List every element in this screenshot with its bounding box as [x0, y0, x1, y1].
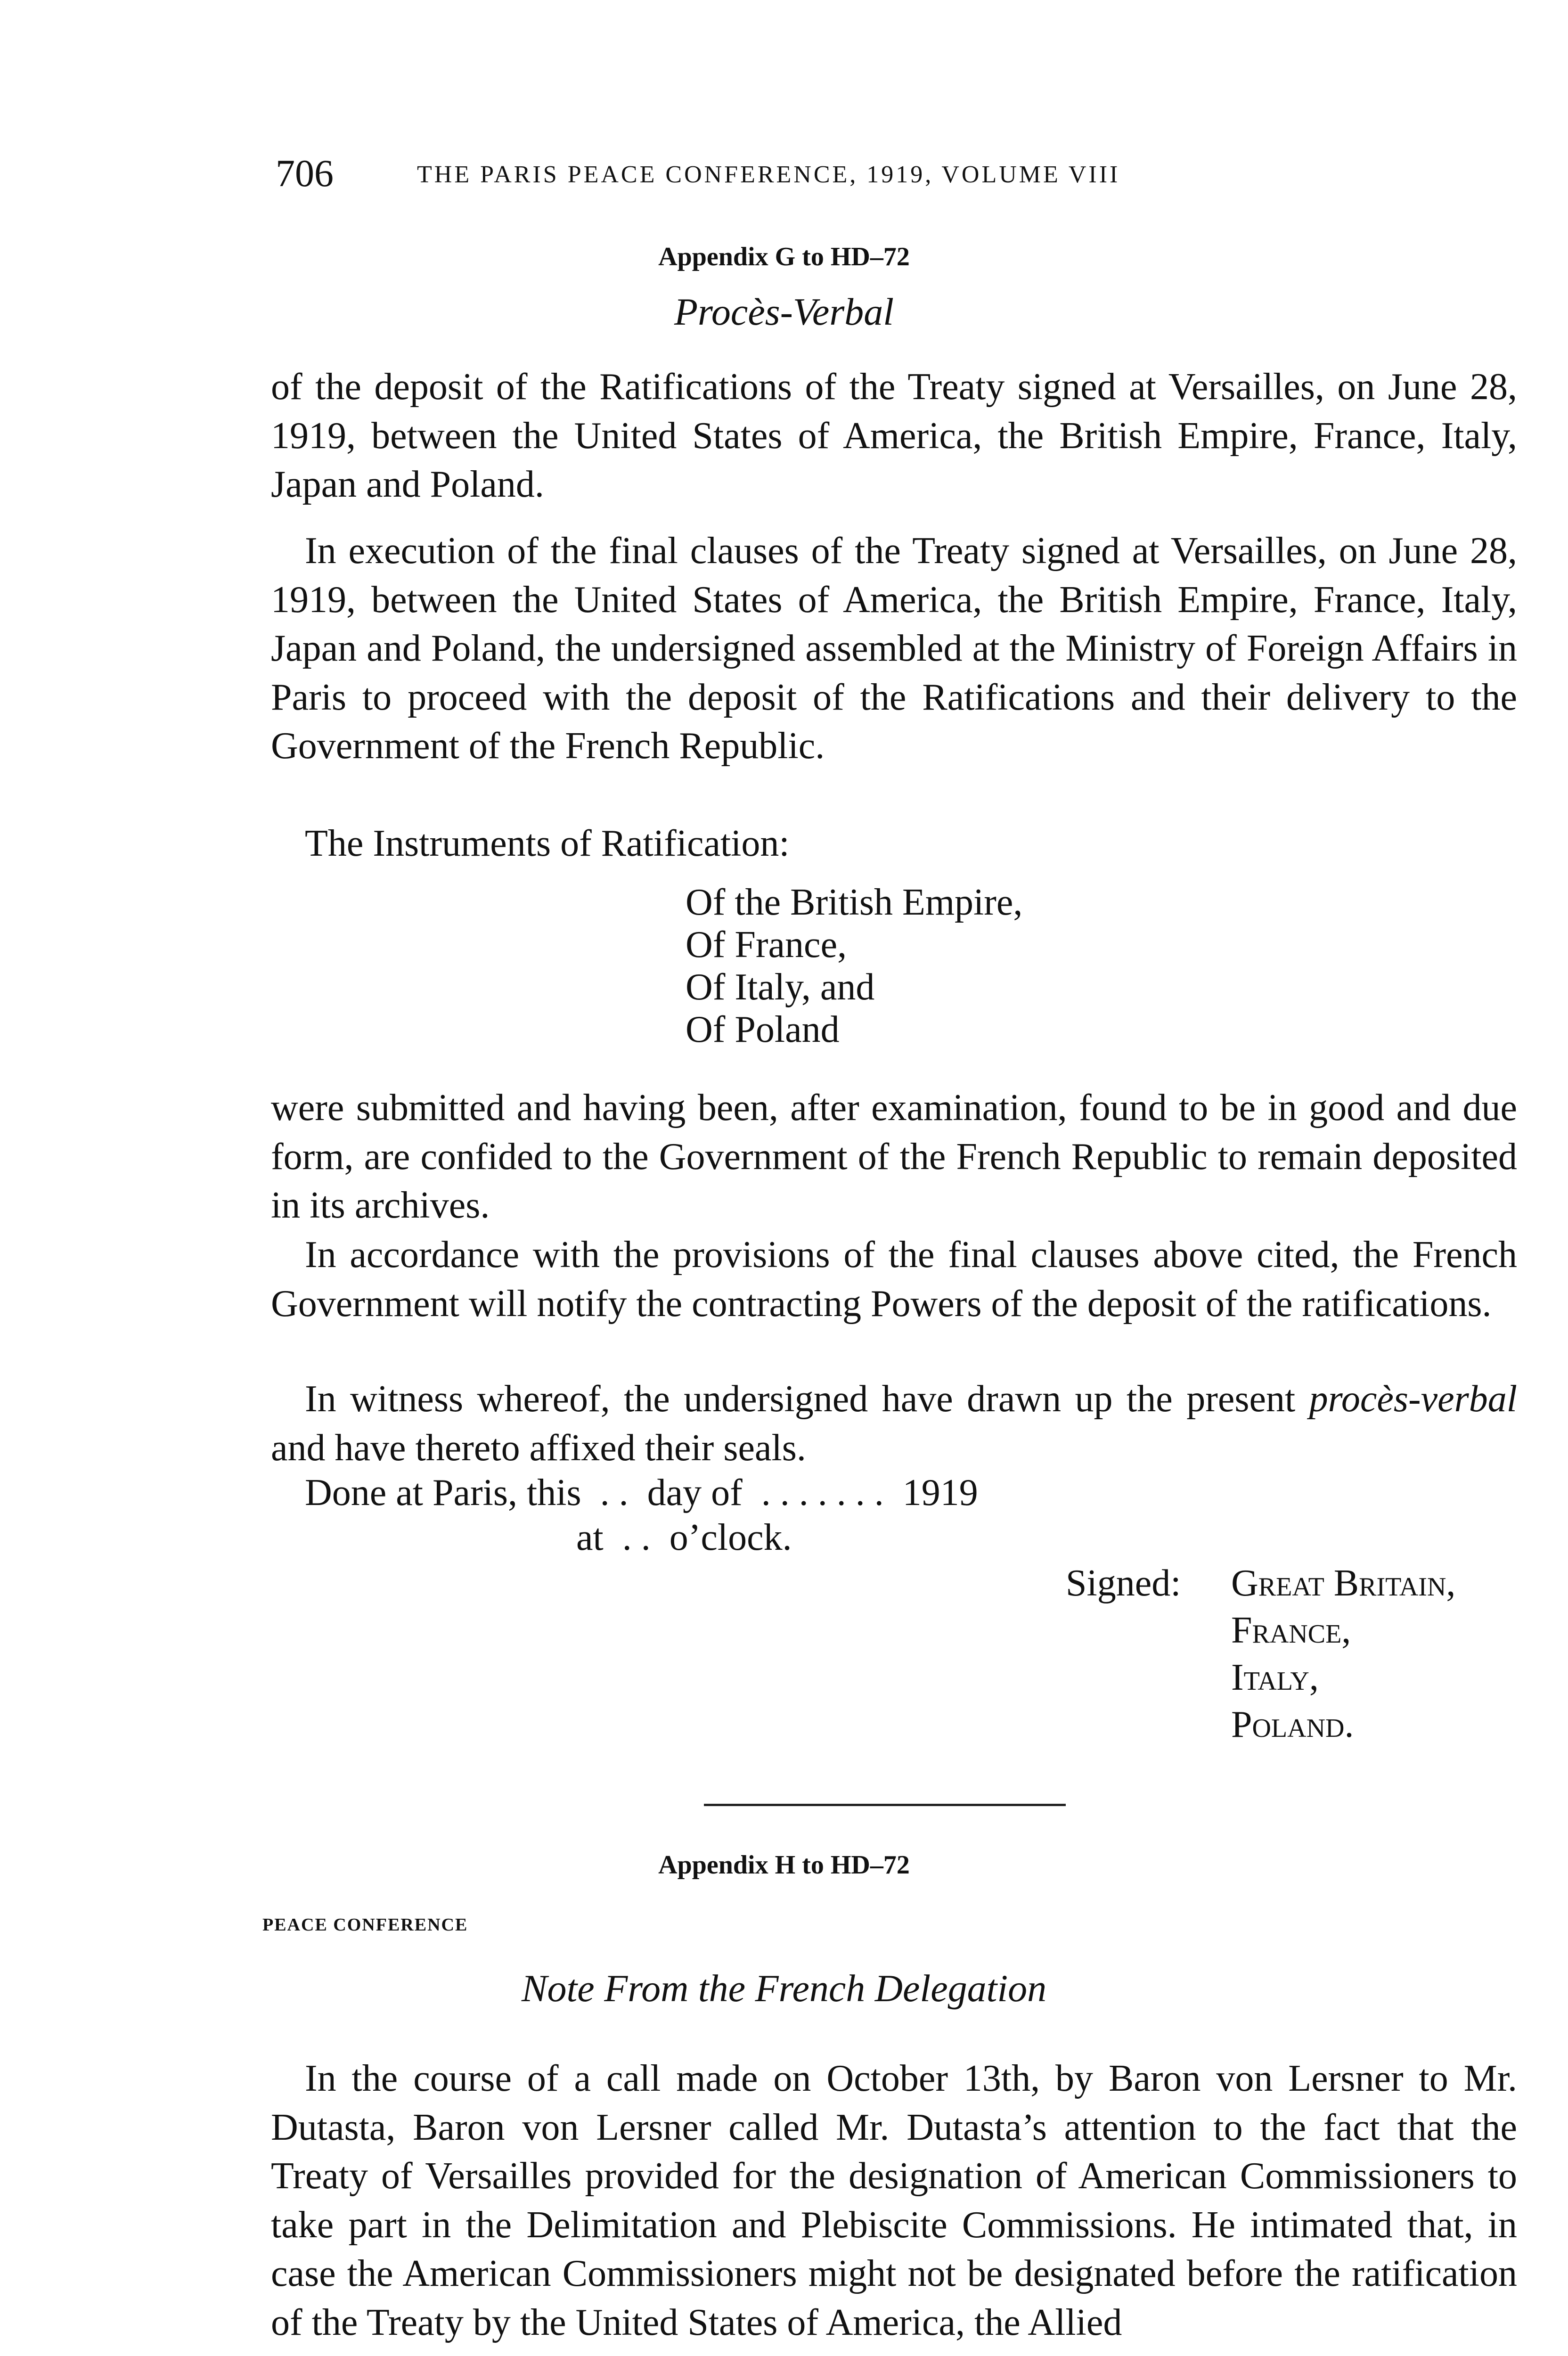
- peace-conference-label: PEACE CONFERENCE: [262, 1915, 468, 1935]
- appendix-g-intro-block: [271, 363, 1517, 509]
- appendix-g-para4: In accordance with the provisions of the final clauses above cited, the French Government will notify the contracting Powers of the deposit of the ratifications.: [271, 1234, 1517, 1325]
- appendix-g-para5-block: [271, 1375, 1517, 1472]
- signatory: France,: [1231, 1610, 1351, 1651]
- appendix-g-heading: Appendix G to HD–72: [658, 242, 910, 271]
- para5-start: In witness whereof, the undersigned have drawn up the present: [305, 1378, 1296, 1420]
- appendix-h-heading: Appendix H to HD–72: [658, 1850, 910, 1880]
- signatories: [1231, 1560, 1455, 1748]
- signatory: Great Britain,: [1231, 1562, 1456, 1604]
- para5-end: and have thereto affixed their seals.: [271, 1427, 806, 1469]
- running-head: [276, 150, 1388, 197]
- appendix-h-subtitle: Note From the French Delegation: [521, 1967, 1047, 2010]
- appendix-g-para3-block: [271, 1084, 1517, 1230]
- appendix-g-para5: [271, 1375, 1517, 1472]
- signatory: Italy,: [1231, 1657, 1319, 1698]
- section-divider: [704, 1804, 1066, 1806]
- ratification-item: Of the British Empire,: [686, 882, 1023, 923]
- appendix-g-subtitle: Procès-Verbal: [674, 290, 894, 333]
- ratification-item: Of Italy, and: [686, 966, 875, 1008]
- appendix-g-para3: were submitted and having been, after examination, found to be in good and due form, are confided to the Government of the French Republic to remain deposited in its archives.: [271, 1087, 1517, 1226]
- para5-italic: procès-verbal: [1309, 1378, 1517, 1420]
- appendix-g-para2: The Instruments of Ratification:: [305, 823, 790, 864]
- running-title: THE PARIS PEACE CONFERENCE, 1919, VOLUME VIII: [417, 161, 1120, 188]
- appendix-g-para4-block: [271, 1231, 1517, 1328]
- appendix-g-intro: of the deposit of the Ratifications of the Treaty signed at Versailles, on June 28, 1919, between the United States of America, the British Empire, France, Italy, Japan and Poland.: [271, 366, 1517, 505]
- ratification-item: Of Poland: [686, 1009, 840, 1050]
- appendix-h-para1: In the course of a call made on October 13th, by Baron von Lersner to Mr. Dutasta, Baron von Lersner called Mr. Dutasta’s attention to the fact that the Treaty of Versailles provided for the designation of American Commissioners to take part in the Delimitation and Plebiscite Commissions. He intimated that, in case the American Commissioners might not be designated before the ratification of the Treaty by the United States of America, the Allied: [271, 2058, 1517, 2343]
- appendix-g-para1: In execution of the final clauses of the Treaty signed at Versailles, on June 28, 1919, between the United States of America, the British Empire, France, Italy, Japan and Poland, the undersigned assembled at the Ministry of Foreign Affairs in Paris to proceed with the deposit of the Ratifications and their delivery to the Government of the French Republic.: [271, 530, 1517, 767]
- ratification-item: Of France,: [686, 924, 847, 965]
- ratifications-list: [686, 881, 1022, 1051]
- signatory: Poland.: [1231, 1704, 1354, 1745]
- at-line: at . . o’clock.: [576, 1517, 792, 1558]
- appendix-h-para1-block: [271, 2054, 1517, 2347]
- appendix-g-para1-block: [271, 527, 1517, 771]
- done-line: Done at Paris, this . . day of . . . . . . . 1919: [305, 1472, 978, 1513]
- signed-label: Signed:: [1066, 1562, 1181, 1604]
- page-number: 706: [276, 152, 334, 195]
